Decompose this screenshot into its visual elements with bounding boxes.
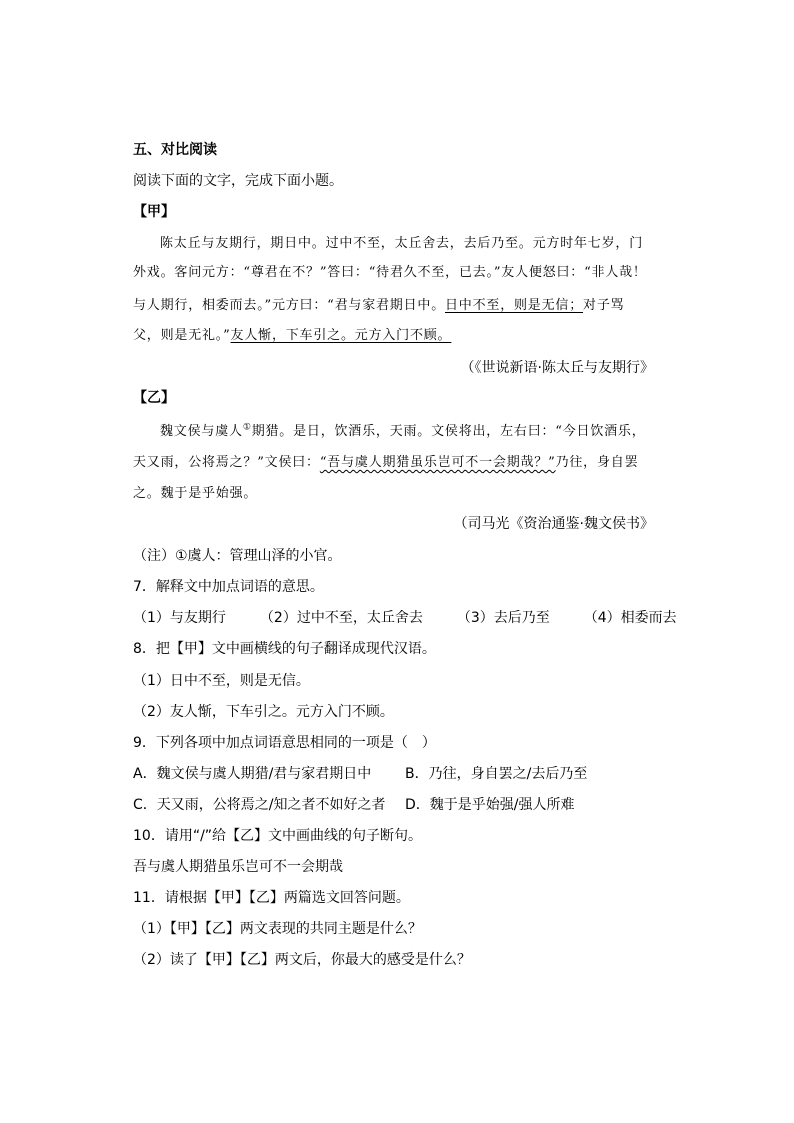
jia-line-2: 外戏。客问元方：“尊君在不？”答曰：“待君久不至，已去。”友人便怒曰：“非人哉！ (133, 265, 647, 280)
jia-underlined-sentence-1: 日中不至，则是无信； (445, 298, 584, 313)
q11-item-1: （1）【甲】【乙】两文表现的共同主题是什么？ (133, 921, 422, 937)
jia-underlined-sentence-2: 友人惭，下车引之。元方入门不顾。 (230, 328, 452, 343)
jia-line-3-tail: 对子骂 (583, 298, 625, 313)
jia-line-1: 陈太丘与友期行，期日中。过中不至，太丘舍去，去后乃至。元方时年七岁，门 (160, 236, 644, 251)
question-7-stem: 7．解释文中加点词语的意思。 (133, 579, 324, 595)
instruction: 阅读下面的文字，完成下面小题。 (133, 173, 343, 189)
q7-item-3: （3）去后乃至 (456, 610, 550, 626)
q7-item-1: （1）与友期行 (133, 610, 226, 626)
question-11-stem: 11．请根据【甲】【乙】两篇选文回答问题。 (133, 890, 410, 906)
footnote: （注）①虞人：管理山泽的小官。 (133, 548, 342, 564)
q8-item-1: （1）日中不至，则是无信。 (133, 673, 310, 689)
yi-label: 【乙】 (133, 390, 175, 406)
q9-option-a: A．魏文侯与虞人期猎/君与家君期日中 (133, 766, 372, 782)
question-9-stem: 9．下列各项中加点词语意思相同的一项是（ ） (133, 735, 436, 751)
q10-sentence: 吾与虞人期猎虽乐岂可不一会期哉 (133, 859, 343, 875)
yi-line-2 (133, 454, 638, 472)
yi-line-3: 之。魏于是乎始强。 (133, 486, 258, 501)
jia-line-4 (133, 327, 451, 345)
q8-item-2: （2）友人惭，下车引之。元方入门不顾。 (133, 704, 394, 720)
q7-item-4: （4）相委而去 (583, 610, 677, 626)
question-7-items (133, 609, 677, 627)
q9-option-c: C．天又雨，公将焉之/知之者不如好之者 (133, 797, 386, 813)
jia-label: 【甲】 (133, 204, 175, 220)
q9-option-d: D．魏于是乎始强/强人所难 (405, 797, 575, 813)
yi-line-1-head: 魏文侯与虞人 (160, 424, 243, 439)
yi-source: （司马光《资治通鉴·魏文侯书》 (453, 516, 654, 532)
q11-item-2: （2）读了【甲】【乙】两文后，你最大的感受是什么？ (133, 952, 471, 968)
jia-line-3-text: 与人期行，相委而去。”元方曰：“君与家君期日中。 (133, 298, 445, 313)
q9-option-b: B．乃往，身自罢之/去后乃至 (405, 766, 588, 782)
yi-line-2-tail: 乃往，身自罢 (555, 455, 639, 470)
jia-line-4-head: 父，则是无礼。” (133, 328, 231, 343)
q7-item-2: （2）过中不至，太丘舍去 (259, 610, 423, 626)
question-8-stem: 8．把【甲】文中画横线的句子翻译成现代汉语。 (133, 641, 436, 657)
yi-wavy-sentence: “吾与虞人期猎虽乐岂可不一会期哉？” (319, 455, 556, 470)
section-title: 五、对比阅读 (133, 142, 217, 158)
yi-line-2-head: 天又雨，公将焉之？”文侯曰： (133, 455, 320, 470)
question-10-stem: 10．请用“/”给【乙】文中画曲线的句子断句。 (133, 828, 423, 844)
footnote-marker: ① (242, 422, 252, 433)
jia-source: （《世说新语·陈太丘与友期行》 (460, 360, 654, 376)
yi-line-1 (160, 423, 646, 441)
yi-line-1-tail: 期猎。是日，饮酒乐，天雨。文侯将出，左右曰：“今日饮酒乐， (251, 424, 646, 439)
jia-line-3 (133, 297, 624, 315)
